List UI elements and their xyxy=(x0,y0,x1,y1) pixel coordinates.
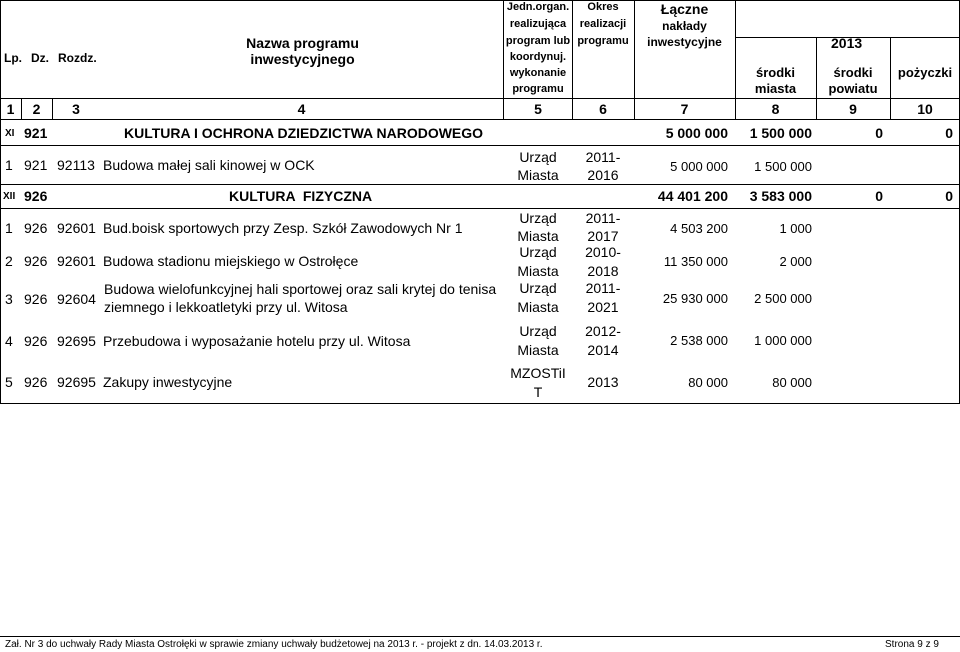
page-number: Strona 9 z 9 xyxy=(885,639,939,650)
footer-text: Zał. Nr 3 do uchwały Rady Miasta Ostrołęki w sprawie zmiany uchwały budżetowej na 2013 r. - projekt z dn. 14.03.2013 r. xyxy=(5,639,543,650)
col-number: 8 xyxy=(771,101,780,117)
section-name: KULTURA I OCHRONA DZIEDZICTWA NARODOWEGO xyxy=(124,125,484,141)
row-okres: 2021 xyxy=(587,299,619,315)
row-laczne: 25 930 000 xyxy=(662,291,728,306)
section-pozyczki: 0 xyxy=(945,125,953,141)
row-okres: 2011- xyxy=(585,280,621,296)
row-miasta: 1 000 xyxy=(779,221,812,236)
row-rozdz: 92113 xyxy=(57,157,95,173)
row-name: Zakupy inwestycyjne xyxy=(103,374,233,390)
row-name: Przebudowa i wyposażanie hotelu przy ul. Witosa xyxy=(103,333,411,349)
row-okres: 2014 xyxy=(587,342,619,358)
header-year-label: 2013 xyxy=(831,35,863,51)
row-lp: 5 xyxy=(5,374,13,390)
row-jedn: Urząd xyxy=(519,244,557,260)
header-okres-line3: programu xyxy=(577,35,629,47)
row-lp: 2 xyxy=(5,253,13,269)
col-number: 2 xyxy=(32,101,41,117)
row-laczne: 80 000 xyxy=(688,375,728,390)
section-miasta: 1 500 000 xyxy=(749,125,812,141)
section-powiatu: 0 xyxy=(875,188,883,204)
row-rozdz: 92695 xyxy=(57,374,96,390)
section-roman: XII xyxy=(3,191,16,202)
row-miasta: 80 000 xyxy=(772,375,812,390)
header-laczne-line1: Łączne xyxy=(660,1,709,17)
table-border xyxy=(0,0,1,404)
col-number: 3 xyxy=(72,101,80,117)
row-dz: 921 xyxy=(24,157,48,173)
table-border xyxy=(0,0,960,1)
header-lp: Lp. xyxy=(4,51,22,65)
col-number: 7 xyxy=(680,101,689,117)
row-miasta: 1 500 000 xyxy=(754,159,812,174)
section-laczne: 44 401 200 xyxy=(657,188,728,204)
row-laczne: 11 350 000 xyxy=(663,254,728,269)
row-dz: 926 xyxy=(24,374,48,390)
row-laczne: 2 538 000 xyxy=(670,333,728,348)
header-jedn-line6: programu xyxy=(512,83,564,95)
row-okres: 2018 xyxy=(587,263,619,279)
table-border xyxy=(0,145,960,146)
row-miasta: 2 000 xyxy=(779,254,812,269)
header-rozdz: Rozdz. xyxy=(58,51,97,65)
row-okres: 2010- xyxy=(585,244,621,260)
row-jedn: Miasta xyxy=(517,342,559,358)
header-okres-line2: realizacji xyxy=(579,18,627,30)
row-miasta: 1 000 000 xyxy=(754,333,812,348)
table-border xyxy=(0,403,960,404)
row-name: ziemnego i lekkoatletyki przy ul. Witosa xyxy=(104,299,348,315)
row-name: Budowa małej sali kinowej w OCK xyxy=(103,157,315,173)
row-dz: 926 xyxy=(24,291,48,307)
section-pozyczki: 0 xyxy=(945,188,953,204)
header-srodki-miasta-line2: miasta xyxy=(754,81,797,96)
row-miasta: 2 500 000 xyxy=(754,291,812,306)
header-jedn-line2: realizująca xyxy=(509,18,567,30)
col-number: 6 xyxy=(599,101,607,117)
row-jedn: Urząd xyxy=(519,280,557,296)
row-laczne: 5 000 000 xyxy=(670,159,728,174)
section-powiatu: 0 xyxy=(875,125,883,141)
row-jedn: Miasta xyxy=(517,228,559,244)
row-dz: 926 xyxy=(24,253,48,269)
header-pozyczki: pożyczki xyxy=(897,65,953,80)
table-border xyxy=(0,184,960,185)
col-number: 10 xyxy=(917,101,933,117)
header-nazwa-line1: Nazwa programu xyxy=(246,35,359,51)
row-laczne: 4 503 200 xyxy=(670,221,728,236)
row-jedn: Miasta xyxy=(517,299,559,315)
header-laczne-line3: inwestycyjne xyxy=(647,35,722,49)
section-roman: XI xyxy=(5,128,15,139)
section-dz: 921 xyxy=(24,125,48,141)
header-jedn-line1: Jedn.organ. xyxy=(506,1,570,13)
row-jedn: Miasta xyxy=(517,263,559,279)
row-name: Bud.boisk sportowych przy Zesp. Szkół Zawodowych Nr 1 xyxy=(103,220,463,236)
header-laczne-line2: nakłady xyxy=(662,19,707,33)
col-number: 9 xyxy=(849,101,857,117)
row-okres: 2011- xyxy=(585,149,621,165)
row-name: Budowa stadionu miejskiego w Ostrołęce xyxy=(103,253,359,269)
row-lp: 4 xyxy=(5,333,13,349)
header-srodki-powiatu-line2: powiatu xyxy=(828,81,878,96)
row-lp: 1 xyxy=(5,157,13,173)
header-okres-line1: Okres xyxy=(587,1,619,13)
row-jedn: T xyxy=(533,384,543,400)
row-jedn: Urząd xyxy=(519,323,557,339)
col-number: 1 xyxy=(6,101,15,117)
footer-rule xyxy=(0,636,960,637)
row-jedn: Urząd xyxy=(519,210,557,226)
header-jedn-line5: wykonanie xyxy=(509,67,567,79)
row-lp: 1 xyxy=(5,220,13,236)
table-border xyxy=(0,208,960,209)
row-okres: 2012- xyxy=(585,323,621,339)
row-okres: 2011- xyxy=(585,210,621,226)
row-rozdz: 92601 xyxy=(57,220,96,236)
row-dz: 926 xyxy=(24,220,48,236)
row-rozdz: 92604 xyxy=(57,291,96,307)
header-jedn-line3: program lub xyxy=(505,35,571,47)
header-jedn-line4: koordynuj. xyxy=(509,51,567,63)
header-dz: Dz. xyxy=(31,51,49,65)
col-number: 5 xyxy=(534,101,542,117)
row-rozdz: 92695 xyxy=(57,333,96,349)
row-okres: 2016 xyxy=(587,167,619,183)
section-miasta: 3 583 000 xyxy=(749,188,812,204)
row-dz: 926 xyxy=(24,333,48,349)
section-name: KULTURA FIZYCZNA xyxy=(229,188,373,204)
row-lp: 3 xyxy=(5,291,13,307)
row-okres: 2013 xyxy=(587,374,619,390)
row-jedn: MZOSTiI xyxy=(510,365,566,381)
section-dz: 926 xyxy=(24,188,48,204)
row-rozdz: 92601 xyxy=(57,253,96,269)
header-srodki-miasta-line1: środki xyxy=(755,65,795,80)
row-okres: 2017 xyxy=(587,228,619,244)
row-jedn: Miasta xyxy=(517,167,559,183)
header-srodki-powiatu-line1: środki xyxy=(833,65,873,80)
header-nazwa-line2: inwestycyjnego xyxy=(250,51,355,67)
row-jedn: Urząd xyxy=(519,149,557,165)
row-name: Budowa wielofunkcyjnej hali sportowej oraz sali krytej do tenisa xyxy=(104,281,497,297)
col-number: 4 xyxy=(297,101,306,117)
section-laczne: 5 000 000 xyxy=(665,125,728,141)
